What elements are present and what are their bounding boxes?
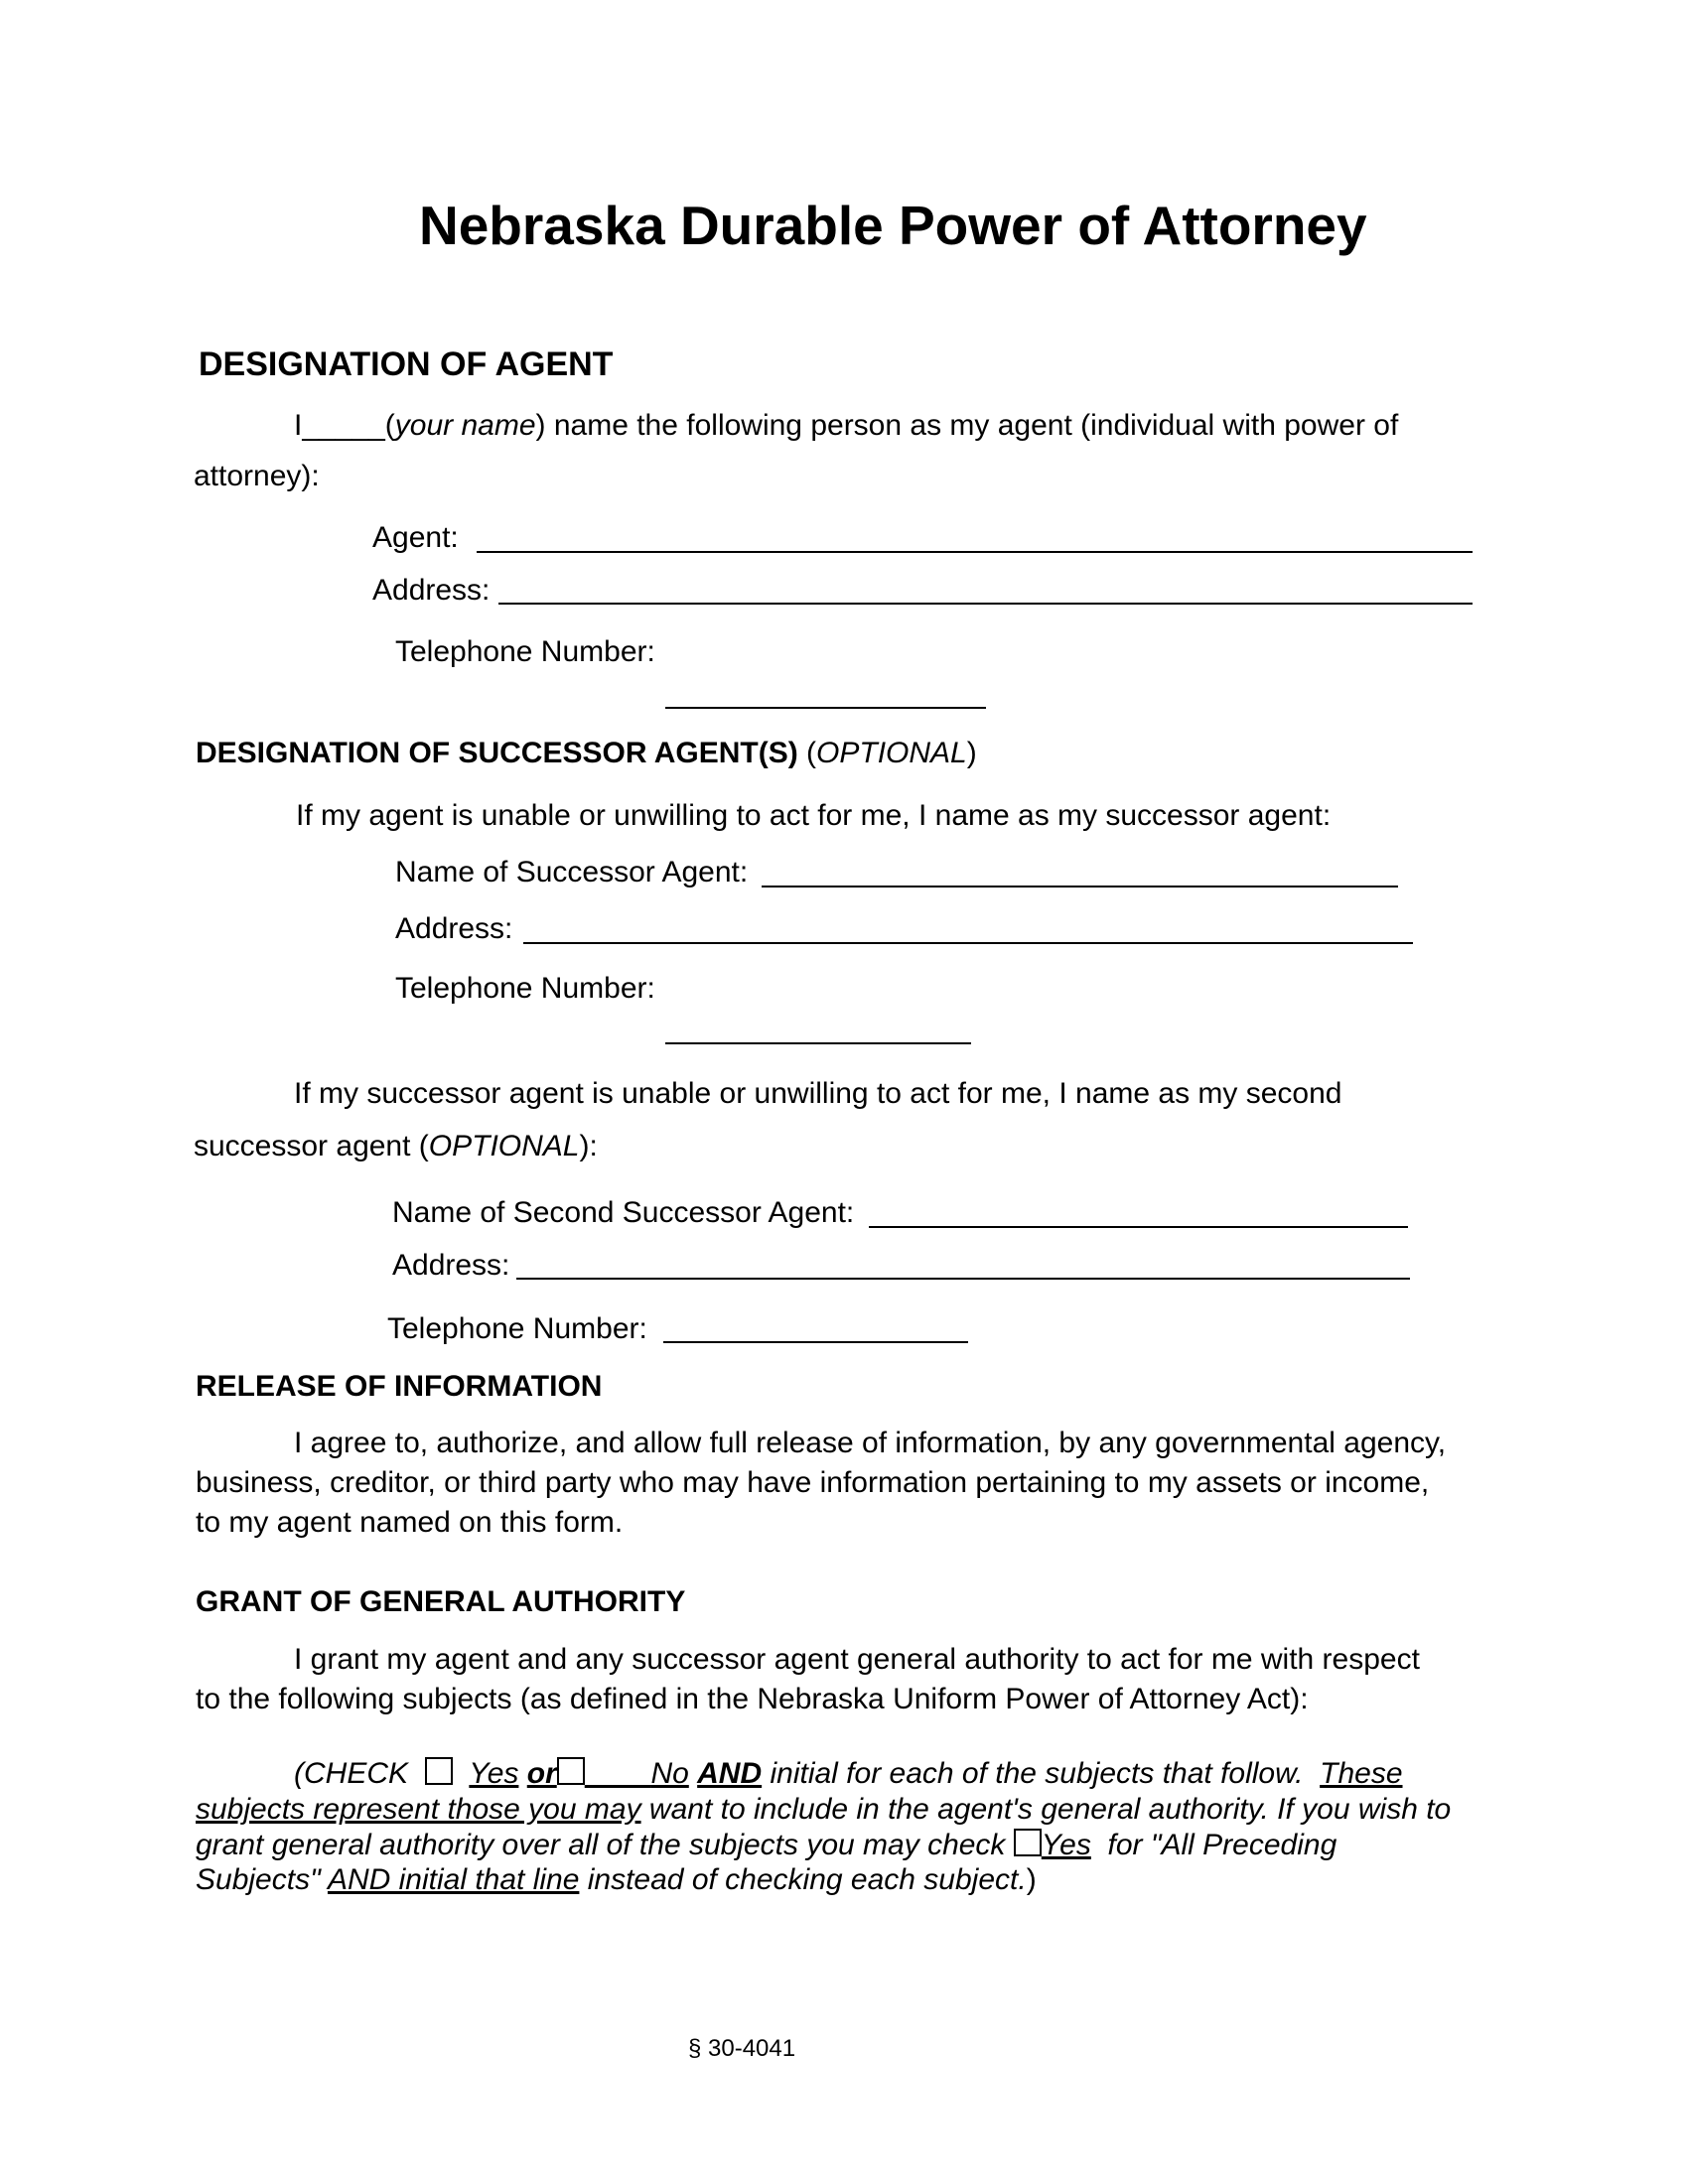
all-subjects-checkbox[interactable] (1014, 1829, 1042, 1856)
grant-line2: to the following subjects (as defined in the Nebraska Uniform Power of Attorney Act): (196, 1683, 1309, 1715)
yes-checkbox[interactable] (425, 1757, 453, 1785)
grant-heading: GRANT OF GENERAL AUTHORITY (196, 1585, 686, 1618)
designation-intro-line2: attorney): (194, 460, 320, 492)
your-name-hint: your name (394, 409, 536, 442)
intro-suffix: ) name the following person as my agent (individual with power of (535, 409, 1399, 442)
successor-address-field[interactable] (523, 942, 1413, 944)
agent-telephone-label: Telephone Number: (395, 635, 655, 668)
close-paren: ) (1026, 1863, 1037, 1896)
no-checkbox[interactable] (557, 1757, 585, 1785)
release-line3: to my agent named on this form. (196, 1506, 624, 1539)
second-successor-telephone-label: Telephone Number: (387, 1312, 647, 1345)
grant-all-text: grant general authority over all of the subjects you may check (196, 1829, 1006, 1861)
second-successor-address-label: Address: (392, 1249, 510, 1282)
check-instruction-line1 (294, 1757, 1403, 1791)
second-optional-text: OPTIONAL (428, 1130, 580, 1162)
second-successor-address-field[interactable] (516, 1278, 1410, 1280)
check-instruction-line2 (196, 1793, 1451, 1827)
and-initial-text: AND initial that line (327, 1863, 580, 1896)
subjects-quote-text: Subjects" (196, 1863, 321, 1896)
initial-text: initial for each of the subjects that follow. (770, 1757, 1304, 1790)
agent-telephone-field[interactable] (665, 707, 986, 709)
successor-address-label: Address: (395, 912, 513, 945)
subjects-cont-text: want to include in the agent's general authority. If you wish to (648, 1793, 1452, 1826)
subjects-text: subjects represent those you may (196, 1793, 641, 1826)
no-text: No (650, 1757, 689, 1790)
and-text: AND (697, 1757, 763, 1790)
successor-telephone-label: Telephone Number: (395, 972, 655, 1005)
designation-intro: I_____(your name) name the following person as my agent (individual with power of (294, 409, 1399, 442)
second-successor-name-label: Name of Second Successor Agent: (392, 1196, 855, 1229)
second-intro-suffix: ): (579, 1130, 598, 1162)
or-text: or (526, 1757, 557, 1790)
release-heading: RELEASE OF INFORMATION (196, 1370, 603, 1403)
these-text: These (1320, 1757, 1403, 1790)
agent-label: Agent: (372, 521, 459, 554)
second-successor-intro: If my successor agent is unable or unwilling to act for me, I name as my second (294, 1077, 1342, 1110)
successor-optional-text: OPTIONAL (816, 737, 967, 769)
grant-line1: I grant my agent and any successor agent general authority to act for me with respect (294, 1643, 1420, 1676)
successor-heading: DESIGNATION OF SUCCESSOR AGENT(S) (OPTIONAL) (196, 737, 977, 769)
second-successor-name-field[interactable] (869, 1226, 1408, 1228)
successor-heading-text: DESIGNATION OF SUCCESSOR AGENT(S) (196, 737, 798, 769)
successor-name-label: Name of Successor Agent: (395, 856, 749, 888)
check-open-text: (CHECK (294, 1757, 409, 1790)
yes-text: Yes (469, 1757, 519, 1790)
second-successor-intro-line2 (194, 1130, 598, 1163)
instead-text: instead of checking each subject. (587, 1863, 1027, 1896)
check-instruction-line4 (196, 1863, 1037, 1897)
designation-heading: DESIGNATION OF AGENT (199, 345, 614, 383)
agent-address-field[interactable] (498, 603, 1473, 605)
successor-intro: If my agent is unable or unwilling to act for me, I name as my successor agent: (296, 799, 1332, 832)
release-line1: I agree to, authorize, and allow full release of information, by any governmental agency, (294, 1427, 1447, 1459)
successor-name-field[interactable] (762, 886, 1398, 887)
yes-all-text: Yes (1041, 1829, 1091, 1861)
successor-telephone-field[interactable] (665, 1042, 971, 1044)
second-intro-prefix: successor agent ( (194, 1130, 429, 1162)
all-preceding-text: for "All Preceding (1107, 1829, 1337, 1861)
agent-address-label: Address: (372, 574, 491, 607)
statute-footer: § 30-4041 (688, 2035, 796, 2062)
name-blank[interactable]: I_____ (294, 409, 385, 442)
document-title: Nebraska Durable Power of Attorney (419, 195, 1367, 256)
check-instruction-line3 (196, 1829, 1336, 1862)
agent-field[interactable] (477, 551, 1473, 553)
release-line2: business, creditor, or third party who may have information pertaining to my assets or income, (196, 1466, 1430, 1499)
second-successor-telephone-field[interactable] (663, 1341, 968, 1343)
